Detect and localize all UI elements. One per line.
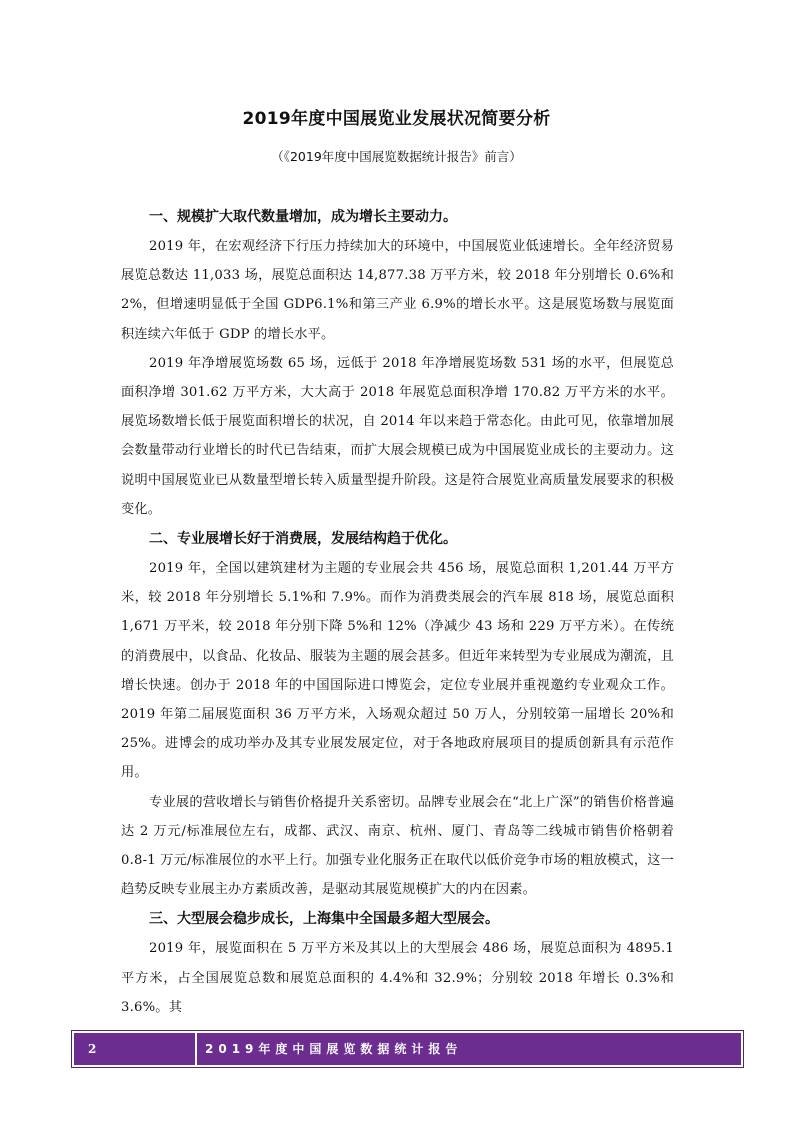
section-3-paragraph-1: 2019 年，展览面积在 5 万平方米及其以上的大型展会 486 场，展览总面积为 4895.1 平方米，占全国展览总数和展览总面积的 4.4%和 32.9%；分别较 2018 年增长 0.3%和 3.6%。其 (121, 941, 674, 1015)
document-subtitle: （《2019年度中国展览数据统计报告》前言） (271, 149, 522, 164)
section-heading-1: 一、规模扩大取代数量增加，成为增长主要动力。 (149, 209, 457, 225)
section-2-paragraph-2: 专业展的营收增长与销售价格提升关系密切。品牌专业展会在“北上广深”的销售价格普遍达 2 万元/标准展位左右，成都、武汉、南京、杭州、厦门、青岛等二线城市销售价格朝着 0.8-1 万元/标准展位的水平上行。加强专业化服务正在取代以低价竞争市场的粗放模式，这一趋势反映专业展主办方素质改善，是驱动其展览规模扩大的内在因素。 (121, 794, 674, 898)
footer-bar (74, 1033, 741, 1065)
section-heading-3: 三、大型展会稳步成长，上海集中全国最多超大型展会。 (149, 911, 499, 928)
document-title: 2019年度中国展览业发展状况简要分析 (242, 109, 551, 129)
section-1-paragraph-1: 2019 年，在宏观经济下行压力持续加大的环境中，中国展览业低速增长。全年经济贸易展览总数达 11,033 场，展览总面积达 14,877.38 万平方米，较 2018 年分别增长 0.6%和 2%，但增速明显低于全国 GDP6.1%和第三产业 6.9%的增长水平。这是展览场数与展览面积连续六年低于 GDP 的增长水平。 (121, 239, 674, 342)
document-body (121, 202, 674, 1022)
page-footer (71, 1030, 744, 1068)
section-1-paragraph-2: 2019 年净增展览场数 65 场，远低于 2018 年净增展览场数 531 场的水平，但展览总面积净增 301.62 万平方米，大大高于 2018 年展览总面积净增 170.82 万平方米的水平。展览场数增长低于展览面积增长的状况，自 2014 年以来趋于常态化。由此可见，依靠增加展会数量带动行业增长的时代已告结束，而扩大展会规模已成为中国展览业成长的主要动力。这说明中国展览业已从数量型增长转入质量型提升阶段。这是符合展览业高质量发展要求的积极变化。 (121, 355, 674, 517)
page-number: 2 (74, 1033, 197, 1065)
section-heading-2: 二、专业展增长好于消费展，发展结构趋于优化。 (149, 531, 457, 548)
footer-report-name: 2019年度中国展览数据统计报告 (205, 1042, 463, 1056)
section-2-paragraph-1: 2019 年，全国以建筑建材为主题的专业展会共 456 场，展览总面积 1,201.44 万平方米，较 2018 年分别增长 5.1%和 7.9%。而作为消费类展会的汽车展 818 场，展览总面积 1,671 万平米，较 2018 年分别下降 5%和 12%（净减少 43 场和 229 万平方米）。在传统的消费展中，以食品、化妆品、服装为主题的展会甚多。但近年来转型为专业展成为潮流，且增长快速。创办于 2018 年的中国国际进口博览会，定位专业展并重视邀约专业观众工作。2019 年第二届展览面积 36 万平方米，入场观众超过 50 万人，分别较第一届增长 20%和 25%。进博会的成功举办及其专业展发展定位，对于各地政府展项目的提质创新具有示范作用。 (121, 561, 674, 781)
